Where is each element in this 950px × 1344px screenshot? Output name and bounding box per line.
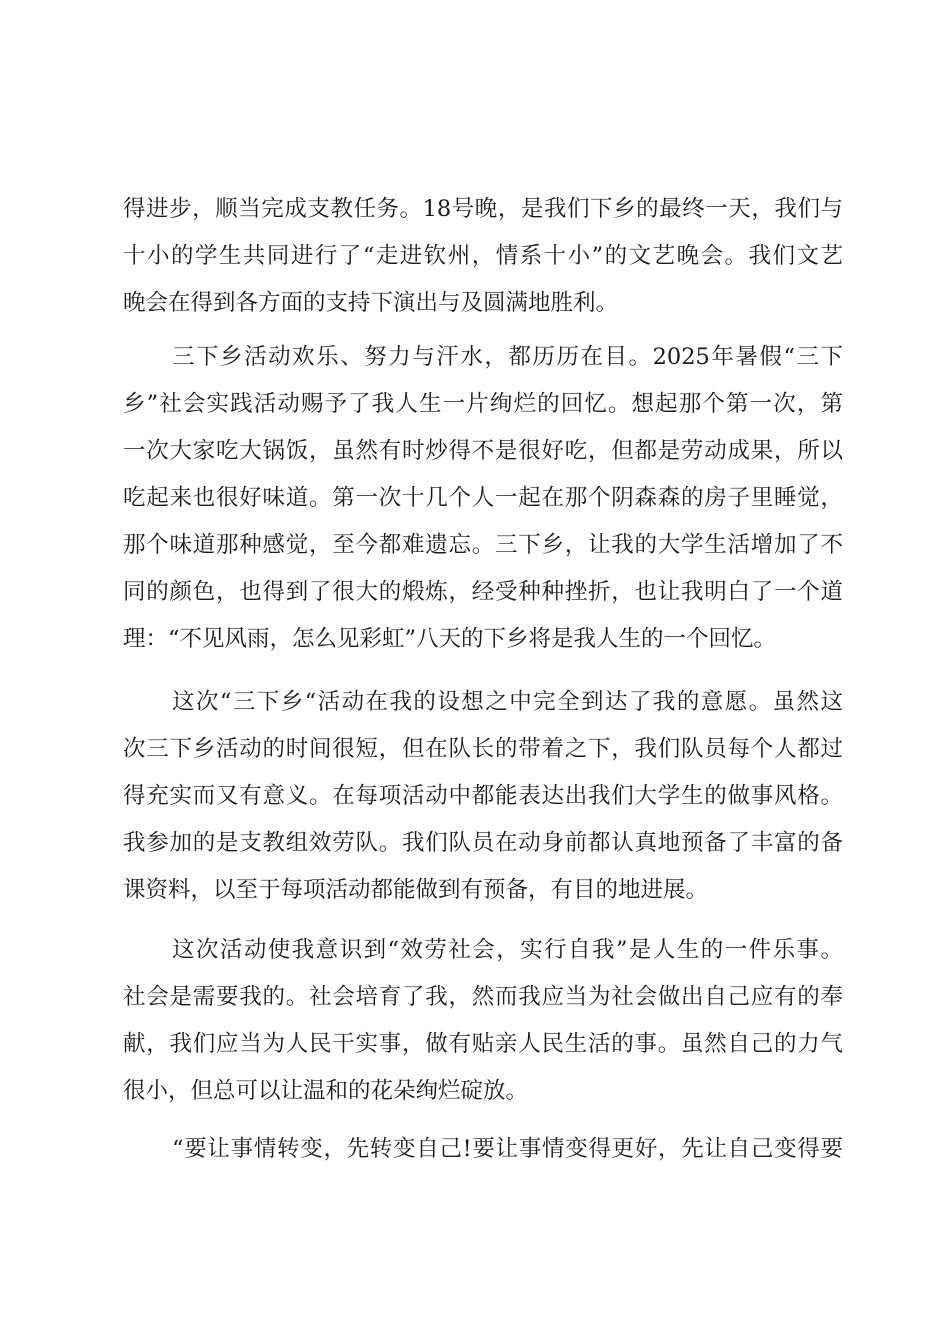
paragraph-1-line-1: 得进步，顺当完成支教任务。18号晚，是我们下乡的最终一天，我们与 [123, 196, 843, 222]
paragraph-5-line-1: “要让事情转变，先转变自己!要让事情变得更好，先让自己变得要 [172, 1136, 843, 1162]
paragraph-3-line-1: 这次“三下乡“活动在我的设想之中完全到达了我的意愿。虽然这 [172, 689, 843, 715]
paragraph-2-line-6: 同的颜色，也得到了很大的煅炼，经受种种挫折，也让我明白了一个道 [123, 579, 843, 605]
paragraph-3-line-5: 课资料，以至于每项活动都能做到有预备，有目的地进展。 [123, 877, 709, 903]
paragraph-3-line-3: 得充实而又有意义。在每项活动中都能表达出我们大学生的做事风格。 [123, 783, 843, 809]
paragraph-4-line-1: 这次活动使我意识到“效劳社会，实行自我”是人生的一件乐事。 [172, 937, 843, 963]
paragraph-4-line-3: 献，我们应当为人民干实事，做有贴亲人民生活的事。虽然自己的力气 [123, 1031, 843, 1057]
paragraph-2-line-4: 吃起来也很好味道。第一次十几个人一起在那个阴森森的房子里睡觉， [123, 485, 843, 511]
paragraph-1-line-3: 晚会在得到各方面的支持下演出与及圆满地胜利。 [123, 290, 619, 316]
paragraph-2-line-3: 一次大家吃大锅饭，虽然有时炒得不是很好吃，但都是劳动成果，所以 [123, 438, 843, 464]
paragraph-2-line-7: 理：“不见风雨，怎么见彩虹”八天的下乡将是我人生的一个回忆。 [123, 626, 777, 652]
paragraph-3-line-4: 我参加的是支教组效劳队。我们队员在动身前都认真地预备了丰富的备 [123, 830, 843, 856]
paragraph-3-line-2: 次三下乡活动的时间很短，但在队长的带着之下，我们队员每个人都过 [123, 736, 843, 762]
paragraph-4-line-2: 社会是需要我的。社会培育了我，然而我应当为社会做出自己应有的奉 [123, 984, 843, 1010]
paragraph-2-line-1: 三下乡活动欢乐、努力与汗水，都历历在目。2025年暑假“三下 [172, 344, 843, 370]
paragraph-4-line-4: 很小，但总可以让温和的花朵绚烂碇放。 [123, 1078, 529, 1104]
paragraph-1-line-2: 十小的学生共同进行了“走进钦州，情系十小”的文艺晚会。我们文艺 [123, 243, 843, 269]
paragraph-2-line-5: 那个味道那种感觉，至今都难遗忘。三下乡，让我的大学生活增加了不 [123, 532, 843, 558]
paragraph-2-line-2: 乡”社会实践活动赐予了我人生一片绚烂的回忆。想起那个第一次，第 [123, 391, 843, 417]
